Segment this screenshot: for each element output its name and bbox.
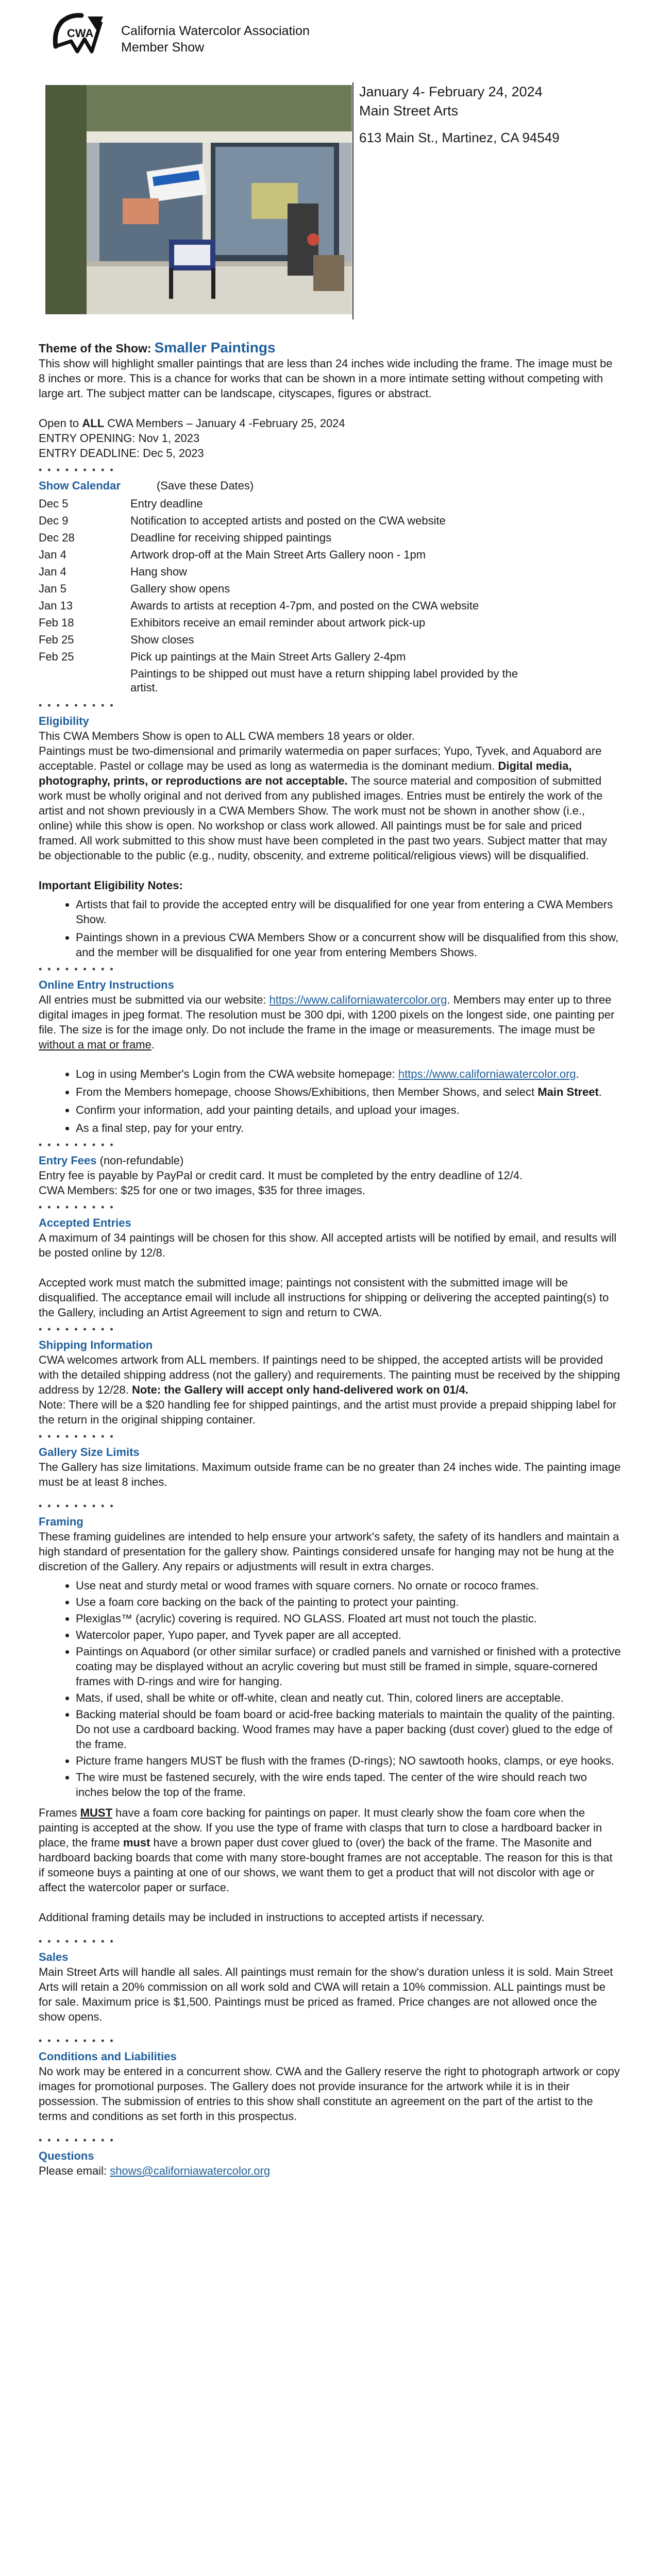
theme-title: Smaller Paintings (154, 340, 276, 355)
separator: • • • • • • • • • (39, 1501, 115, 1511)
framing-item: • The wire must be fastened securely, with the wire ends taped. The center of the wire should reach two inches below the top of the frame. (76, 1770, 621, 1800)
calendar-heading (39, 478, 621, 493)
entry-deadline: ENTRY DEADLINE: Dec 5, 2023 (39, 447, 204, 460)
calendar-row (39, 512, 532, 529)
fees-p2: CWA Members: $25 for one or two images, $35 for three images. (39, 1184, 365, 1197)
framing-item: • Use neat and sturdy metal or wood frames with square corners. No ornate or rococo frames. (76, 1578, 621, 1593)
framing-item: • Use a foam core backing on the back of the painting to protect your painting. (76, 1595, 621, 1609)
conditions-title: Conditions and Liabilities (39, 2050, 177, 2063)
show-dates: January 4- February 24, 2024 (359, 84, 543, 99)
sales-title: Sales (39, 1951, 69, 1963)
separator: • • • • • • • • • (39, 964, 115, 974)
calendar-event: Exhibitors receive an email reminder about artwork pick-up (130, 616, 426, 629)
framing-p2: Frames MUST have a foam core backing for paintings on paper. It must clearly show the foam core when the painting is accepted at the show. If you use the type of frame with clasps that turn to close a hardboard backer in place, the frame must have a brown paper dust cover glued to (over) the back of the frame. The Masonite and hardboard backing boards that come with many store-bought frames are not acceptable. The reason for this is that if someone buys a painting at one of our shows, we want them to get a product that will not discolor with age or affect the watercolor paper or surface. (39, 1806, 613, 1894)
separator: • • • • • • • • • (39, 465, 115, 475)
framing-item: • Watercolor paper, Yupo paper, and Tyvek paper are all accepted. (76, 1628, 621, 1642)
online-p1: All entries must be submitted via our website: https://www.californiawatercolor.org. Members may enter up to three digital images in jpeg format. The resolution must be 300 dpi, with 1200 pixels on the longest side, one painting per file. The size is for the image only. Do not include the frame in the image or measurements. The image must be without a mat or frame. (39, 993, 615, 1051)
separator: • • • • • • • • • (39, 700, 115, 710)
online-steps (39, 1066, 621, 1136)
conditions-p1: No work may be entered in a concurrent show. CWA and the Gallery reserve the right to photograph artwork or copy images for promotional purposes. The Gallery does not provide insurance for the artwork while it is in their possession. The submission of entries to this show shall constitute an agreement on the part of the artist to the terms and conditions as set forth in this prospectus. (39, 2065, 620, 2123)
separator: • • • • • • • • • (39, 2135, 115, 2145)
calendar-date: Jan 4 (39, 548, 66, 561)
framing-item: • Paintings on Aquabord (or other similar surface) or cradled panels and varnished or finished with a protective coating may be displayed without an acrylic covering but must still be framed in simple, square-cornered frames with D-rings and wire for hanging. (76, 1644, 621, 1689)
calendar-date: Jan 5 (39, 582, 66, 595)
framing-list (39, 1578, 621, 1800)
email-link[interactable]: shows@californiawatercolor.org (110, 2164, 271, 2177)
calendar-row (39, 648, 532, 665)
calendar-date (39, 665, 130, 696)
calendar-event: Gallery show opens (130, 582, 230, 595)
eligibility-p2: Paintings must be two-dimensional and primarily watermedia on paper surfaces; Yupo, Tyvek, and Aquabord are acceptable. Pastel or collage may be used as long as watermedia is the dominant medium. Digital media, photography, prints, or reproductions are not acceptable. The source material and composition of submitted work must be wholly original and not derived from any published images. Entries must be entirely the work of the artist and not shown previously in a CWA Members Show. The work must not be shown in another show (i.e., online) while this show is open. No workshop or class work allowed. All paintings must be for sale and priced framed. All work submitted to this show must have been completed in the past two years. Subject matter that may be objectionable to the public (e.g., nudity, obscenity, and extreme political/religious views) will be disqualified. (39, 744, 607, 862)
calendar-note: (Save these Dates) (156, 479, 254, 492)
framing-item: • Mats, if used, shall be white or off-white, clean and neatly cut. Thin, colored liners are acceptable. (76, 1690, 621, 1705)
calendar-row (39, 580, 532, 597)
step-item: • As a final step, pay for your entry. (76, 1121, 621, 1136)
open-to-line: Open to ALL CWA Members – January 4 -February 25, 2024 (39, 417, 345, 430)
shipping-p2: Note: There will be a $20 handling fee for shipped paintings, and the artist must provide a prepaid shipping label for the return in the original shipping container. (39, 1398, 617, 1426)
association-block (121, 23, 310, 56)
gallery-storefront-photo (45, 85, 352, 314)
calendar-event: Notification to accepted artists and posted on the CWA website (130, 514, 446, 527)
logo-text: CWA (67, 27, 94, 40)
prospectus-content (39, 340, 621, 2178)
fees-p1: Entry fee is payable by PayPal or credit card. It must be completed by the entry deadline of 12/4. (39, 1169, 523, 1182)
calendar-date: Jan 13 (39, 599, 73, 612)
shipping-p1: CWA welcomes artwork from ALL members. If paintings need to be shipped, the accepted artists will be provided with the detailed shipping address (not the gallery) and requirements. The painting must be received by the shipping address by 12/28. Note: the Gallery will accept only hand-delivered work on 01/4. (39, 1353, 620, 1396)
show-info (359, 82, 560, 147)
cwa-logo (52, 10, 108, 57)
separator: • • • • • • • • • (39, 1431, 115, 1442)
calendar-date: Feb 18 (39, 616, 74, 629)
questions-title: Questions (39, 2149, 94, 2162)
accepted-title: Accepted Entries (39, 1216, 131, 1229)
separator: • • • • • • • • • (39, 1324, 115, 1334)
calendar-row (39, 546, 532, 563)
framing-item: • Backing material should be foam board or acid-free backing materials to maintain the quality of the painting. Do not use a cardboard backing. Wood frames may have a paper backing (dust cover) glued to the edge of the frame. (76, 1707, 621, 1752)
online-title: Online Entry Instructions (39, 978, 174, 991)
framing-title: Framing (39, 1515, 83, 1528)
fees-heading (39, 1153, 621, 1168)
eligibility-title: Eligibility (39, 715, 89, 727)
eligibility-p1: This CWA Members Show is open to ALL CWA members 18 years or older. (39, 730, 415, 742)
calendar-title: Show Calendar (39, 479, 121, 492)
entry-opening: ENTRY OPENING: Nov 1, 2023 (39, 432, 200, 445)
notes-title: Important Eligibility Notes: (39, 879, 183, 892)
accepted-p2: Accepted work must match the submitted image; paintings not consistent with the submitted image will be disqualified. The acceptance email will include all instructions for shipping or delivering the accepted painting(s) to the Gallery, including an Artist Agreement to sign and return to CWA. (39, 1276, 609, 1319)
calendar-date: Feb 25 (39, 633, 74, 646)
calendar-date: Jan 4 (39, 565, 66, 578)
shipping-title: Shipping Information (39, 1338, 153, 1351)
fees-note: (non-refundable) (96, 1154, 184, 1167)
note-item: • Artists that fail to provide the accepted entry will be disqualified for one year from entering a CWA Members Show. (76, 897, 621, 927)
association-name: California Watercolor Association (121, 24, 310, 38)
calendar-event: Entry deadline (130, 497, 203, 510)
fees-title: Entry Fees (39, 1154, 97, 1167)
calendar-event: Artwork drop-off at the Main Street Arts Gallery noon - 1pm (130, 548, 426, 561)
step-item: • Log in using Member's Login from the CWA website homepage: https://www.californiawatercolor.org. (76, 1066, 621, 1081)
calendar-row (39, 597, 532, 614)
sales-p1: Main Street Arts will handle all sales. All paintings must remain for the show's duration unless it is sold. Main Street Arts will retain a 20% commission on all work sold and CWA will retain a 10% commission. ALL paintings must be for sale. Maximum price is $1,500. Paintings must be priced as framed. Price changes are not allowed once the show opens. (39, 1965, 613, 2023)
calendar-event: Show closes (130, 633, 194, 646)
calendar-row (39, 495, 532, 512)
note-item: • Paintings shown in a previous CWA Members Show or a concurrent show will be disqualified from this show, and the member will be disqualified for one year from entering Members Shows. (76, 930, 621, 960)
framing-p3: Additional framing details may be included in instructions to accepted artists if necessary. (39, 1911, 485, 1924)
calendar-event: Paintings to be shipped out must have a return shipping label provided by the artist. (130, 667, 518, 694)
calendar-date: Dec 28 (39, 531, 75, 544)
notes-list (39, 897, 621, 960)
website-link[interactable]: https://www.californiawatercolor.org (269, 993, 447, 1006)
calendar-event: Hang show (130, 565, 188, 578)
separator: • • • • • • • • • (39, 1936, 115, 1946)
show-type: Member Show (121, 40, 205, 55)
login-link[interactable]: https://www.californiawatercolor.org (398, 1067, 576, 1080)
calendar-event: Deadline for receiving shipped paintings (130, 531, 332, 544)
calendar-row (39, 529, 532, 546)
separator: • • • • • • • • • (39, 1140, 115, 1150)
header-divider (352, 82, 353, 319)
framing-intro: These framing guidelines are intended to help ensure your artwork's safety, the safety of its handlers and maintain a high standard of presentation for the gallery show. Paintings considered unsafe for hanging may not be hung at the discretion of the Gallery. Any repairs or adjustments will result in extra charges. (39, 1530, 619, 1573)
accepted-p1: A maximum of 34 paintings will be chosen for this show. All accepted artists will be notified by email, and results will be posted online by 12/8. (39, 1231, 617, 1259)
calendar-date: Feb 25 (39, 650, 74, 663)
step-item: • Confirm your information, add your painting details, and upload your images. (76, 1103, 621, 1117)
calendar-date: Dec 5 (39, 497, 69, 510)
calendar-event: Pick up paintings at the Main Street Arts Gallery 2-4pm (130, 650, 406, 663)
venue-name: Main Street Arts (359, 103, 459, 118)
framing-item: • Picture frame hangers MUST be flush with the frames (D-rings); NO sawtooth hooks, clamps, or eye hooks. (76, 1753, 621, 1768)
framing-item: • Plexiglas™ (acrylic) covering is required. NO GLASS. Floated art must not touch the plastic. (76, 1611, 621, 1626)
calendar-row (39, 665, 532, 696)
calendar-row (39, 614, 532, 631)
separator: • • • • • • • • • (39, 2036, 115, 2046)
separator: • • • • • • • • • (39, 1202, 115, 1212)
step-item: • From the Members homepage, choose Shows/Exhibitions, then Member Shows, and select Main Street. (76, 1084, 621, 1099)
calendar-date: Dec 9 (39, 514, 69, 527)
size-p1: The Gallery has size limitations. Maximum outside frame can be no greater than 24 inches wide. The painting image must be at least 8 inches. (39, 1461, 621, 1488)
theme-text: This show will highlight smaller paintings that are less than 24 inches wide including the frame. The image must be 8 inches or more. This is a chance for works that can be shown in a more intimate setting without competing with large art. The subject matter can be landscape, cityscapes, figures or abstract. (39, 357, 613, 400)
questions-line: Please email: shows@californiawatercolor.org (39, 2164, 271, 2177)
size-title: Gallery Size Limits (39, 1446, 140, 1459)
calendar-table (39, 495, 532, 696)
venue-address: 613 Main St., Martinez, CA 94549 (359, 130, 560, 145)
calendar-event: Awards to artists at reception 4-7pm, and posted on the CWA website (130, 599, 479, 612)
theme-heading (39, 340, 621, 356)
calendar-row (39, 631, 532, 648)
theme-label: Theme of the Show: (39, 342, 151, 355)
calendar-row (39, 563, 532, 580)
